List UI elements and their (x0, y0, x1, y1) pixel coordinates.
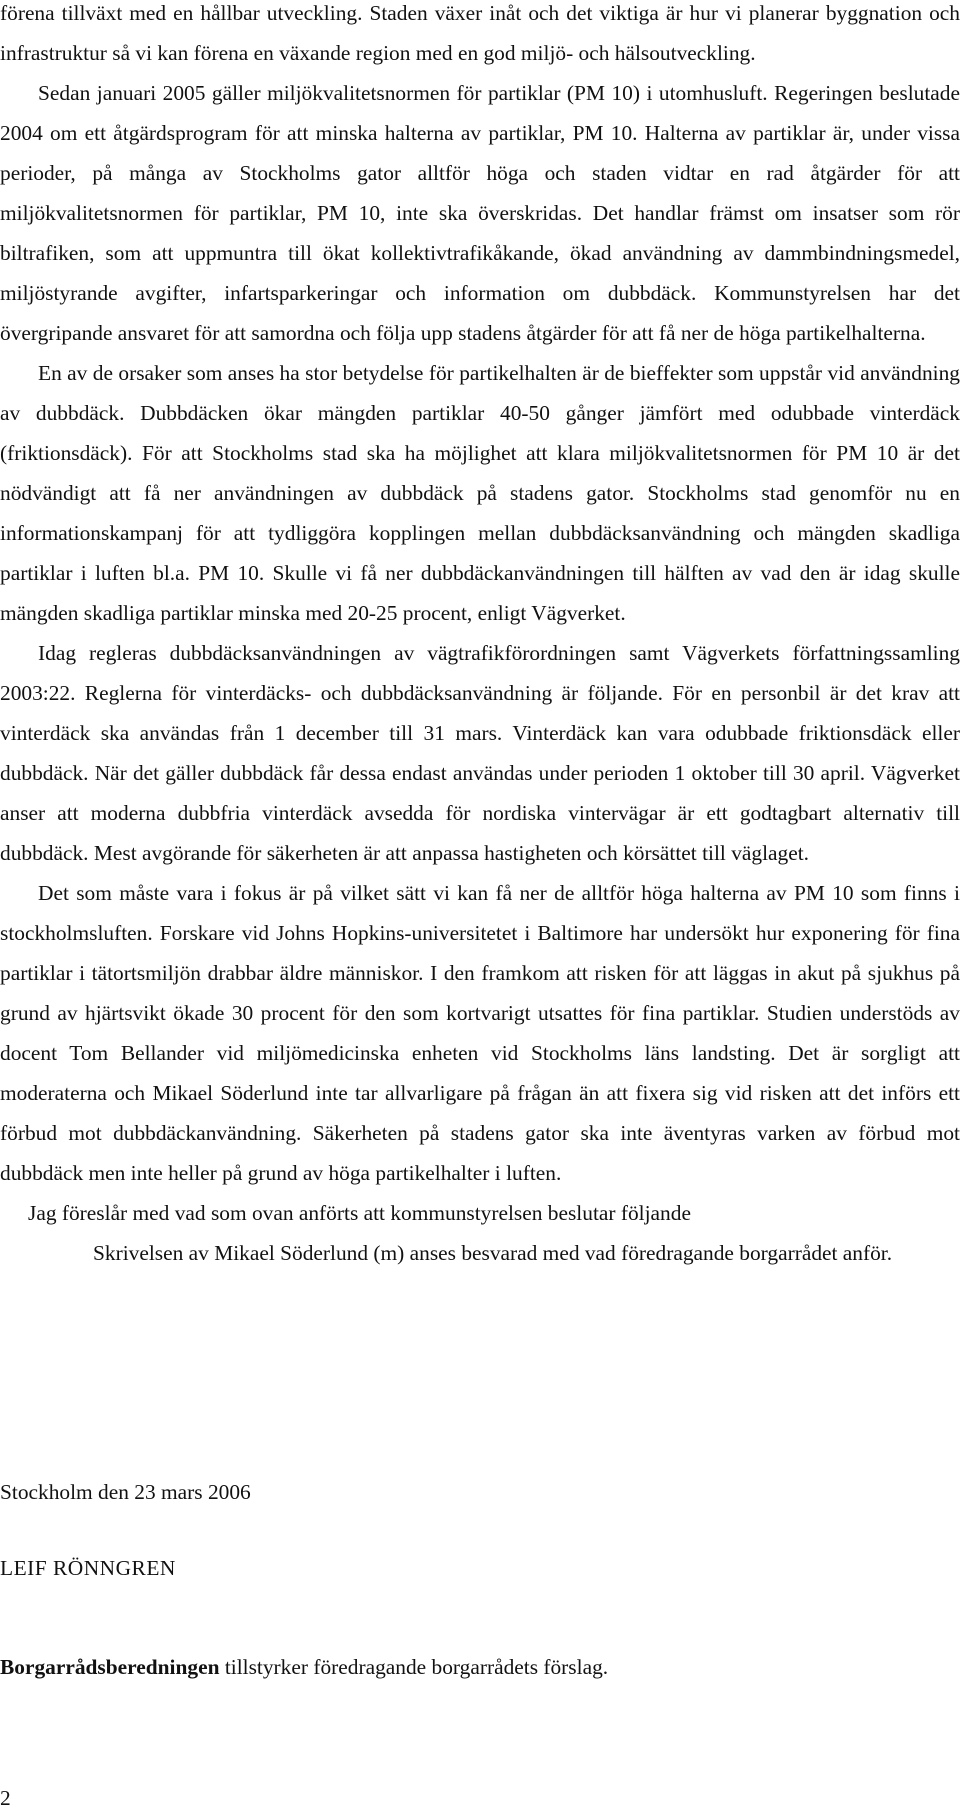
paragraph-3: En av de orsaker som anses ha stor betydelse för partikelhalten är de bieffekter som uppstår vid användning av dubbdäck. Dubbdäcken ökar mängden partiklar 40-50 gånger jämfört med odubbade vinterdäck (friktionsdäck). För att Stockholms stad ska ha möjlighet att klara miljökvalitetsnormen för PM 10 är det nödvändigt att få ner användningen av dubbdäck på stadens gator. Stockholms stad genomför nu en informationskampanj för att tydliggöra kopplingen mellan dubbdäcksanvändning och mängden skadliga partiklar i luften bl.a. PM 10. Skulle vi få ner dubbdäckanvändningen till hälften av vad den är idag skulle mängden skadliga partiklar minska med 20-25 procent, enligt Vägverket. (0, 361, 960, 625)
paragraph-5: Det som måste vara i fokus är på vilket sätt vi kan få ner de alltför höga halterna av PM 10 som finns i stockholmsluften. Forskare vid Johns Hopkins-universitetet i Baltimore har undersökt hur exponering för fina partiklar i tätortsmiljön drabbar äldre människor. I den framkom att risken för att läggas in akut på sjukhus på grund av hjärtsvikt ökade 30 procent för den som kortvarigt utsattes för fina partiklar. Studien understöds av docent Tom Bellander vid miljömedicinska enheten vid Stockholms läns landsting. Det är sorgligt att moderaterna och Mikael Söderlund inte tar allvarligare på frågan än att fixera sig vid risken att det införs ett förbud mot dubbdäckanvändning. Säkerheten på stadens gator ska inte äventyras varken av förbud mot dubbdäck men inte heller på grund av höga partikelhalter i luften. (0, 881, 960, 1185)
proposal-intro: Jag föreslår med vad som ovan anförts att kommunstyrelsen beslutar följande (28, 1201, 691, 1225)
proposal-text: Skrivelsen av Mikael Söderlund (m) anses besvarad med vad föredragande borgarrådet anför. (93, 1241, 893, 1265)
page-number: 2 (0, 1786, 11, 1810)
date-line: Stockholm den 23 mars 2006 (0, 1480, 251, 1504)
paragraph-2: Sedan januari 2005 gäller miljökvalitetsnormen för partiklar (PM 10) i utomhusluft. Regeringen beslutade 2004 om ett åtgärdsprogram för att minska halterna av partiklar, PM 10. Halterna av partiklar är, under vissa perioder, på många av Stockholms gator alltför höga och staden vidtar en rad åtgärder för att miljökvalitetsnormen för partiklar, PM 10, inte ska överskridas. Det handlar främst om insatser som rör biltrafiken, som att uppmuntra till ökat kollektivtrafikåkande, ökad användning av dammbindningsmedel, miljöstyrande avgifter, infartsparkeringar och information om dubbdäck. Kommunstyrelsen har det övergripande ansvaret för att samordna och följa upp stadens åtgärder för att få ner de höga partikelhalterna. (0, 81, 960, 345)
decision-bold: Borgarrådsberedningen (0, 1655, 220, 1679)
decision-rest: tillstyrker föredragande borgarrådets förslag. (219, 1655, 609, 1679)
signature: LEIF RÖNNGREN (0, 1556, 176, 1580)
paragraph-4: Idag regleras dubbdäcksanvändningen av vägtrafikförordningen samt Vägverkets författningssamling 2003:22. Reglerna för vinterdäcks- och dubbdäcksanvändning är följande. För en personbil är det krav att vinterdäck ska användas från 1 december till 31 mars. Vinterdäck kan vara odubbade friktionsdäck eller dubbdäck. När det gäller dubbdäck får dessa endast användas under perioden 1 oktober till 30 april. Vägverket anser att moderna dubbfria vinterdäck avsedda för nordiska vintervägar är ett godtagbart alternativ till dubbdäck. Mest avgörande för säkerheten är att anpassa hastigheten och körsättet till väglaget. (0, 641, 960, 865)
decision-line (0, 1655, 608, 1680)
paragraph-1: förena tillväxt med en hållbar utveckling. Staden växer inåt och det viktiga är hur vi planerar byggnation och infrastruktur så vi kan förena en växande region med en god miljö- och hälsoutveckling. (0, 1, 960, 65)
